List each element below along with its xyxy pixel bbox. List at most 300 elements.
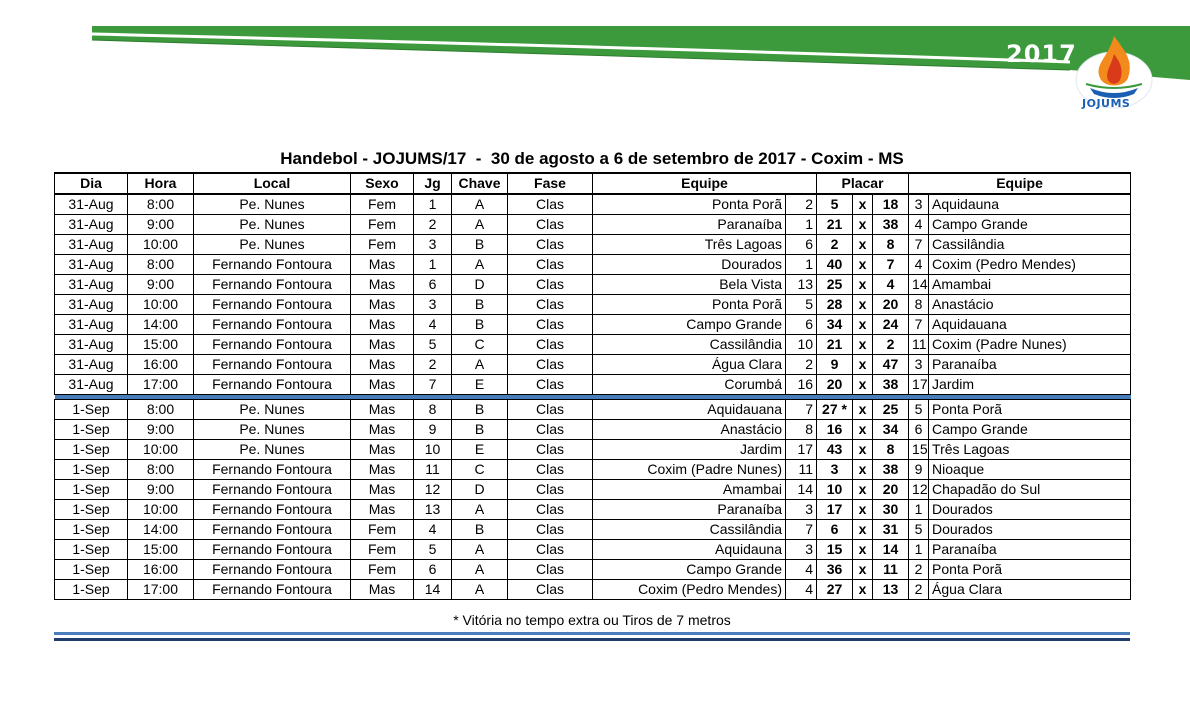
cell-n1: 17 [786,440,817,460]
cell-sexo: Mas [351,580,414,600]
cell-fase: Clas [508,194,593,215]
cell-n1: 16 [786,375,817,395]
cell-x: x [853,255,873,275]
cell-n2: 14 [909,275,929,295]
cell-s2: 2 [873,335,909,355]
cell-chave: B [452,315,508,335]
cell-s1: 3 [817,460,853,480]
cell-chave: A [452,540,508,560]
cell-s2: 38 [873,375,909,395]
table-row [55,440,1131,460]
cell-s1: 34 [817,315,853,335]
cell-n2: 11 [909,335,929,355]
cell-chave: D [452,480,508,500]
cell-chave: E [452,440,508,460]
table-row [55,275,1131,295]
cell-n1: 3 [786,500,817,520]
cell-x: x [853,335,873,355]
cell-jg: 4 [414,315,452,335]
cell-n2: 2 [909,580,929,600]
cell-jg: 10 [414,440,452,460]
cell-local: Fernando Fontoura [194,255,351,275]
col-header-equipe-home: Equipe [593,173,817,194]
cell-local: Fernando Fontoura [194,335,351,355]
cell-local: Pe. Nunes [194,235,351,255]
cell-team1: Amambai [593,480,786,500]
cell-team1: Coxim (Padre Nunes) [593,460,786,480]
table-row [55,215,1131,235]
cell-local: Pe. Nunes [194,400,351,420]
cell-sexo: Mas [351,440,414,460]
cell-n2: 3 [909,355,929,375]
cell-x: x [853,460,873,480]
cell-s1: 25 [817,275,853,295]
col-header-placar: Placar [817,173,909,194]
cell-team1: Ponta Porã [593,295,786,315]
cell-jg: 2 [414,355,452,375]
cell-hora: 15:00 [128,335,194,355]
cell-hora: 10:00 [128,500,194,520]
cell-n2: 5 [909,520,929,540]
cell-s1: 5 [817,194,853,215]
cell-x: x [853,400,873,420]
cell-jg: 3 [414,295,452,315]
logo-text: JOJUMS [1082,97,1131,110]
cell-x: x [853,275,873,295]
cell-chave: A [452,560,508,580]
cell-team2: Cassilândia [929,235,1131,255]
cell-jg: 5 [414,540,452,560]
cell-team2: Água Clara [929,580,1131,600]
cell-fase: Clas [508,420,593,440]
cell-s2: 25 [873,400,909,420]
cell-hora: 14:00 [128,315,194,335]
cell-team2: Jardim [929,375,1131,395]
cell-n2: 7 [909,315,929,335]
table-row [55,420,1131,440]
cell-n2: 6 [909,420,929,440]
cell-hora: 9:00 [128,215,194,235]
cell-dia: 1-Sep [55,440,128,460]
cell-jg: 7 [414,375,452,395]
cell-local: Fernando Fontoura [194,375,351,395]
cell-jg: 3 [414,235,452,255]
cell-sexo: Mas [351,375,414,395]
cell-sexo: Mas [351,255,414,275]
cell-chave: A [452,580,508,600]
cell-local: Fernando Fontoura [194,520,351,540]
cell-jg: 1 [414,255,452,275]
cell-team2: Anastácio [929,295,1131,315]
cell-chave: B [452,235,508,255]
table-row [55,520,1131,540]
col-header-equipe-away: Equipe [909,173,1131,194]
table-row [55,235,1131,255]
cell-fase: Clas [508,560,593,580]
cell-local: Pe. Nunes [194,215,351,235]
cell-local: Fernando Fontoura [194,500,351,520]
cell-team2: Paranaíba [929,355,1131,375]
cell-s1: 21 [817,215,853,235]
cell-n2: 5 [909,400,929,420]
cell-sexo: Fem [351,540,414,560]
cell-jg: 11 [414,460,452,480]
cell-dia: 31-Aug [55,194,128,215]
cell-fase: Clas [508,215,593,235]
cell-n2: 17 [909,375,929,395]
cell-jg: 6 [414,560,452,580]
cell-s1: 9 [817,355,853,375]
cell-team2: Dourados [929,500,1131,520]
col-header-chave: Chave [452,173,508,194]
cell-n2: 9 [909,460,929,480]
cell-sexo: Mas [351,355,414,375]
table-row [55,255,1131,275]
cell-n1: 2 [786,194,817,215]
bottom-rule-light [54,632,1130,635]
cell-s2: 34 [873,420,909,440]
cell-s2: 4 [873,275,909,295]
cell-local: Pe. Nunes [194,440,351,460]
cell-fase: Clas [508,480,593,500]
cell-dia: 31-Aug [55,215,128,235]
cell-s2: 38 [873,215,909,235]
footnote: * Vitória no tempo extra ou Tiros de 7 metros [453,612,731,628]
cell-n2: 15 [909,440,929,460]
cell-s1: 27 [817,580,853,600]
cell-fase: Clas [508,315,593,335]
cell-chave: B [452,420,508,440]
cell-sexo: Fem [351,215,414,235]
table-row [55,355,1131,375]
cell-s2: 38 [873,460,909,480]
cell-s2: 20 [873,480,909,500]
cell-team1: Bela Vista [593,275,786,295]
cell-team2: Coxim (Pedro Mendes) [929,255,1131,275]
cell-dia: 1-Sep [55,540,128,560]
cell-team1: Três Lagoas [593,235,786,255]
cell-team1: Água Clara [593,355,786,375]
cell-fase: Clas [508,255,593,275]
cell-jg: 12 [414,480,452,500]
cell-hora: 8:00 [128,400,194,420]
cell-hora: 17:00 [128,375,194,395]
cell-x: x [853,295,873,315]
cell-s1: 28 [817,295,853,315]
cell-local: Fernando Fontoura [194,580,351,600]
cell-chave: B [452,400,508,420]
cell-s1: 40 [817,255,853,275]
cell-team1: Campo Grande [593,560,786,580]
cell-team2: Coxim (Padre Nunes) [929,335,1131,355]
col-header-jg: Jg [414,173,452,194]
col-header-local: Local [194,173,351,194]
cell-n1: 14 [786,480,817,500]
table-row [55,315,1131,335]
cell-x: x [853,315,873,335]
cell-n2: 8 [909,295,929,315]
cell-hora: 17:00 [128,580,194,600]
cell-n2: 12 [909,480,929,500]
cell-team2: Chapadão do Sul [929,480,1131,500]
cell-dia: 31-Aug [55,295,128,315]
cell-jg: 13 [414,500,452,520]
table-row [55,400,1131,420]
table-header-row [55,173,1131,194]
cell-x: x [853,235,873,255]
table-row [55,295,1131,315]
cell-team1: Aquidauna [593,540,786,560]
cell-n1: 5 [786,295,817,315]
cell-team1: Jardim [593,440,786,460]
cell-hora: 9:00 [128,420,194,440]
cell-s2: 8 [873,235,909,255]
cell-jg: 5 [414,335,452,355]
cell-team1: Ponta Porã [593,194,786,215]
cell-team1: Campo Grande [593,315,786,335]
cell-jg: 2 [414,215,452,235]
cell-s1: 10 [817,480,853,500]
cell-hora: 8:00 [128,194,194,215]
cell-team1: Paranaíba [593,500,786,520]
schedule-table [54,172,1131,600]
cell-chave: B [452,295,508,315]
cell-fase: Clas [508,235,593,255]
cell-x: x [853,194,873,215]
cell-x: x [853,355,873,375]
cell-n1: 1 [786,255,817,275]
cell-s2: 24 [873,315,909,335]
cell-team1: Cassilândia [593,520,786,540]
cell-chave: C [452,460,508,480]
cell-dia: 1-Sep [55,480,128,500]
cell-hora: 10:00 [128,295,194,315]
table-row [55,500,1131,520]
cell-dia: 1-Sep [55,400,128,420]
cell-sexo: Mas [351,315,414,335]
cell-jg: 14 [414,580,452,600]
cell-x: x [853,375,873,395]
cell-s2: 8 [873,440,909,460]
cell-n1: 6 [786,235,817,255]
cell-s1: 6 [817,520,853,540]
col-header-sexo: Sexo [351,173,414,194]
cell-dia: 31-Aug [55,355,128,375]
cell-team1: Anastácio [593,420,786,440]
cell-s2: 11 [873,560,909,580]
cell-s2: 7 [873,255,909,275]
cell-hora: 9:00 [128,480,194,500]
table-row [55,480,1131,500]
cell-team2: Dourados [929,520,1131,540]
cell-dia: 31-Aug [55,235,128,255]
cell-n2: 2 [909,560,929,580]
cell-chave: D [452,275,508,295]
cell-jg: 6 [414,275,452,295]
cell-team2: Três Lagoas [929,440,1131,460]
page-title: Handebol - JOJUMS/17 - 30 de agosto a 6 de setembro de 2017 - Coxim - MS [280,149,904,168]
cell-sexo: Fem [351,560,414,580]
cell-chave: A [452,500,508,520]
cell-fase: Clas [508,275,593,295]
cell-team2: Ponta Porã [929,400,1131,420]
cell-sexo: Fem [351,235,414,255]
cell-s1: 17 [817,500,853,520]
cell-x: x [853,500,873,520]
cell-chave: C [452,335,508,355]
cell-fase: Clas [508,355,593,375]
cell-fase: Clas [508,580,593,600]
cell-fase: Clas [508,460,593,480]
cell-dia: 1-Sep [55,580,128,600]
cell-sexo: Fem [351,520,414,540]
cell-x: x [853,420,873,440]
cell-s2: 20 [873,295,909,315]
cell-fase: Clas [508,520,593,540]
cell-team1: Coxim (Pedro Mendes) [593,580,786,600]
cell-chave: A [452,215,508,235]
cell-n1: 2 [786,355,817,375]
cell-jg: 1 [414,194,452,215]
cell-sexo: Mas [351,400,414,420]
schedule-body [55,194,1131,600]
cell-local: Fernando Fontoura [194,295,351,315]
cell-x: x [853,580,873,600]
cell-fase: Clas [508,375,593,395]
cell-s2: 31 [873,520,909,540]
cell-fase: Clas [508,295,593,315]
cell-n1: 7 [786,520,817,540]
cell-s1: 36 [817,560,853,580]
cell-fase: Clas [508,500,593,520]
cell-n2: 7 [909,235,929,255]
cell-hora: 16:00 [128,355,194,375]
cell-local: Fernando Fontoura [194,480,351,500]
cell-jg: 9 [414,420,452,440]
cell-local: Fernando Fontoura [194,460,351,480]
cell-local: Pe. Nunes [194,194,351,215]
cell-local: Fernando Fontoura [194,315,351,335]
bottom-rule-dark [54,638,1130,641]
cell-dia: 1-Sep [55,460,128,480]
cell-n2: 3 [909,194,929,215]
cell-s1: 43 [817,440,853,460]
cell-hora: 14:00 [128,520,194,540]
cell-fase: Clas [508,540,593,560]
cell-x: x [853,560,873,580]
cell-local: Pe. Nunes [194,420,351,440]
cell-team2: Campo Grande [929,215,1131,235]
cell-n2: 1 [909,540,929,560]
header-year: 2017 [1006,40,1077,68]
table-row [55,580,1131,600]
cell-n2: 1 [909,500,929,520]
cell-team1: Dourados [593,255,786,275]
cell-s2: 47 [873,355,909,375]
cell-n1: 7 [786,400,817,420]
cell-s1: 16 [817,420,853,440]
table-row [55,194,1131,215]
cell-n2: 4 [909,215,929,235]
cell-sexo: Mas [351,420,414,440]
cell-team2: Paranaíba [929,540,1131,560]
cell-team2: Nioaque [929,460,1131,480]
cell-hora: 8:00 [128,255,194,275]
cell-team2: Aquidauna [929,194,1131,215]
cell-s1: 21 [817,335,853,355]
cell-s1: 15 [817,540,853,560]
cell-chave: A [452,194,508,215]
cell-n1: 13 [786,275,817,295]
cell-dia: 31-Aug [55,315,128,335]
cell-sexo: Mas [351,295,414,315]
cell-sexo: Fem [351,194,414,215]
cell-hora: 9:00 [128,275,194,295]
cell-dia: 31-Aug [55,375,128,395]
cell-n1: 11 [786,460,817,480]
cell-n1: 3 [786,540,817,560]
cell-s2: 13 [873,580,909,600]
cell-team2: Ponta Porã [929,560,1131,580]
cell-n1: 4 [786,580,817,600]
table-row [55,375,1131,395]
cell-team1: Cassilândia [593,335,786,355]
cell-hora: 8:00 [128,460,194,480]
cell-s2: 30 [873,500,909,520]
cell-chave: A [452,255,508,275]
col-header-fase: Fase [508,173,593,194]
table-row [55,560,1131,580]
cell-s1: 27 * [817,400,853,420]
cell-team2: Amambai [929,275,1131,295]
cell-s2: 18 [873,194,909,215]
cell-chave: E [452,375,508,395]
cell-sexo: Mas [351,500,414,520]
cell-dia: 31-Aug [55,275,128,295]
cell-chave: A [452,355,508,375]
cell-n1: 6 [786,315,817,335]
cell-x: x [853,540,873,560]
cell-sexo: Mas [351,480,414,500]
cell-team1: Paranaíba [593,215,786,235]
table-row [55,540,1131,560]
cell-hora: 16:00 [128,560,194,580]
cell-hora: 10:00 [128,440,194,460]
cell-s2: 14 [873,540,909,560]
cell-jg: 8 [414,400,452,420]
col-header-hora: Hora [128,173,194,194]
cell-n1: 10 [786,335,817,355]
table-row [55,335,1131,355]
cell-n1: 4 [786,560,817,580]
cell-sexo: Mas [351,460,414,480]
cell-dia: 31-Aug [55,335,128,355]
cell-x: x [853,480,873,500]
cell-n1: 8 [786,420,817,440]
col-header-dia: Dia [55,173,128,194]
cell-n1: 1 [786,215,817,235]
cell-chave: B [452,520,508,540]
cell-local: Fernando Fontoura [194,355,351,375]
cell-dia: 1-Sep [55,560,128,580]
cell-dia: 31-Aug [55,255,128,275]
cell-x: x [853,215,873,235]
cell-s1: 20 [817,375,853,395]
cell-local: Fernando Fontoura [194,275,351,295]
cell-team2: Campo Grande [929,420,1131,440]
cell-sexo: Mas [351,335,414,355]
cell-n2: 4 [909,255,929,275]
